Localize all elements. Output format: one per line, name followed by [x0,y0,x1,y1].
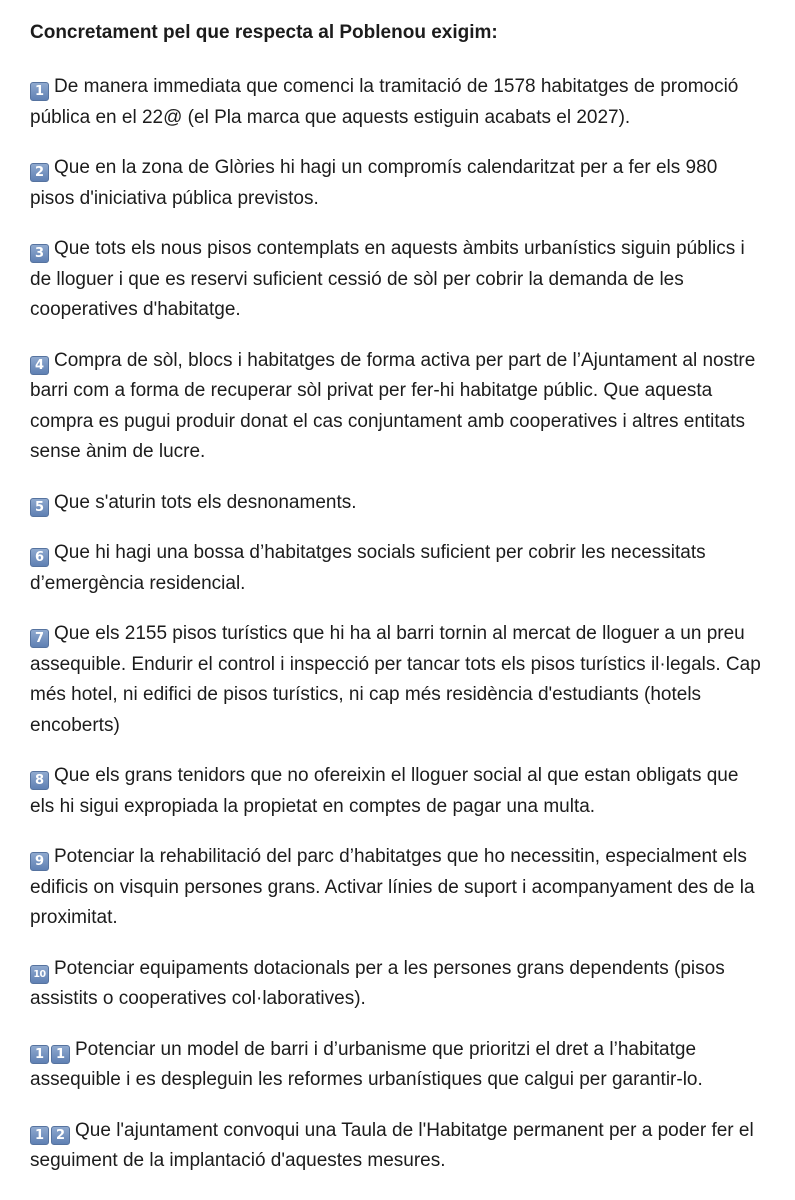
demand-text: Que s'aturin tots els desnonaments. [54,491,357,513]
demand-item [30,1116,765,1177]
demand-item [30,761,765,822]
demand-item [30,954,765,1015]
keycap-digit: 8 [30,771,49,790]
demand-text: Potenciar equipaments dotacionals per a les persones grans dependents (pisos assistits o cooperatives col·laboratives). [30,957,725,1009]
demand-text: Potenciar la rehabilitació del parc d’habitatges que ho necessitin, especialment els edificis on visquin persones grans. Activar línies de suport i acompanyament des de la proximitat. [30,846,755,928]
demand-item [30,1035,765,1096]
number-keycap-icon [30,965,49,984]
number-keycap-icon [30,629,49,648]
demand-item [30,234,765,326]
demand-text: Potenciar un model de barri i d’urbanisme que prioritzi el dret a l’habitatge assequible i es despleguin les reformes urbanístiques que calgui per garantir-lo. [30,1038,703,1090]
demand-text: Que l'ajuntament convoqui una Taula de l'Habitatge permanent per a poder fer el seguiment de la implantació d'aquestes mesures. [30,1119,754,1171]
demand-text: Que en la zona de Glòries hi hagi un compromís calendaritzat per a fer els 980 pisos d'iniciativa pública previstos. [30,157,718,209]
number-keycap-icon [30,356,49,375]
number-keycap-icon [30,1126,70,1145]
demand-text: Que els grans tenidors que no ofereixin el lloguer social al que estan obligats que els hi sigui expropiada la propietat en comptes de pagar una multa. [30,765,739,817]
demand-item [30,72,765,133]
number-keycap-icon [30,548,49,567]
keycap-digit: 1 [30,1126,49,1145]
demands-list [30,72,765,1177]
keycap-digit: 4 [30,356,49,375]
number-keycap-icon [30,163,49,182]
keycap-digit: 3 [30,244,49,263]
number-keycap-icon [30,82,49,101]
number-keycap-icon [30,498,49,517]
keycap-digit: 2 [30,163,49,182]
keycap-digit: 1 [30,1045,49,1064]
demand-text: Que tots els nous pisos contemplats en aquests àmbits urbanístics siguin públics i de lloguer i que es reservi suficient cessió de sòl per cobrir la demanda de les cooperatives d'habitatge. [30,238,745,320]
document-heading: Concretament pel que respecta al Poblenou exigim: [30,22,498,43]
number-keycap-icon [30,244,49,263]
number-keycap-icon [30,852,49,871]
keycap-digit: 5 [30,498,49,517]
keycap-digit: 9 [30,852,49,871]
demand-item [30,538,765,599]
keycap-digit: 10 [30,965,49,984]
keycap-digit: 1 [51,1045,70,1064]
demand-text: De manera immediata que comenci la tramitació de 1578 habitatges de promoció pública en el 22@ (el Pla marca que aquests estiguin acabats el 2027). [30,76,739,128]
keycap-digit: 2 [51,1126,70,1145]
demand-item [30,488,765,519]
demand-text: Compra de sòl, blocs i habitatges de forma activa per part de l’Ajuntament al nostre barri com a forma de recuperar sòl privat per fer-hi habitatge públic. Que aquesta compra es pugui produir donat el cas conjuntament amb cooperatives i altres entitats sense ànim de lucre. [30,349,756,462]
keycap-digit: 7 [30,629,49,648]
demand-item [30,842,765,934]
demand-text: Que hi hagi una bossa d’habitatges socials suficient per cobrir les necessitats d’emergència residencial. [30,542,706,594]
demand-text: Que els 2155 pisos turístics que hi ha al barri tornin al mercat de lloguer a un preu assequible. Endurir el control i inspecció per tancar tots els pisos turístics il·legals. Cap més hotel, ni edifici de pisos turístics, ni cap més residència d'estudiants (hotels encoberts) [30,623,761,736]
demand-item [30,346,765,468]
number-keycap-icon [30,771,49,790]
keycap-digit: 6 [30,548,49,567]
demand-item [30,153,765,214]
number-keycap-icon [30,1045,70,1064]
keycap-digit: 1 [30,82,49,101]
demand-item [30,619,765,741]
